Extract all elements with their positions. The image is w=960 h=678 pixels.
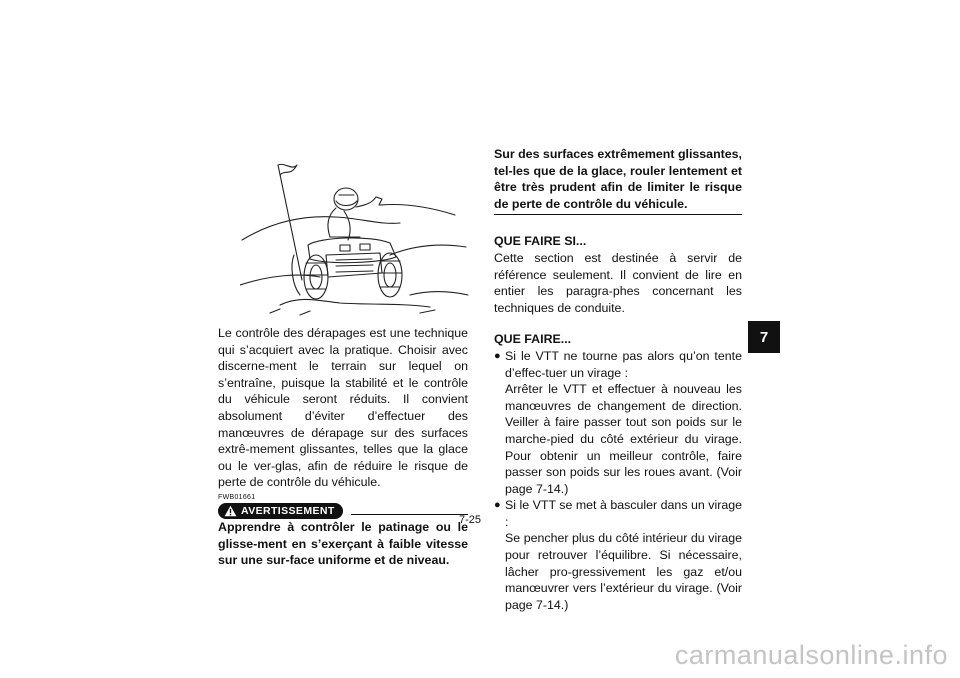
left-column <box>218 325 468 569</box>
list-item-title: Si le VTT ne tourne pas alors qu’on tente d’effec-tuer un virage : <box>505 348 742 380</box>
watermark: carmanualsonline.info <box>674 640 948 670</box>
bullet-icon: ● <box>494 499 501 512</box>
warning-code: FWB01661 <box>218 493 256 501</box>
section-heading-que-faire-si: QUE FAIRE SI... <box>494 234 587 249</box>
slippery-warning-text: Sur des surfaces extrêmement glissantes, tel-les que de la glace, rouler lentement et être très prudent afin de limiter le risque de perte de contrôle du véhicule. <box>494 147 742 211</box>
section-heading-que-faire: QUE FAIRE... <box>494 332 572 347</box>
skid-paragraph: Le contrôle des dérapages est une technique qui s’acquiert avec la pratique. Choisir avec discerne-ment le terrain sur lequel on s’entraîne, puisque la stabilité et le contrôle du véhicule seront réduits. Il convient absolument d’éviter d’effectuer des manœuvres de dérapage sur des surfaces extrê-mement glissantes, telles que la glace ou le ver-glas, afin de réduire le risque de perte de contrôle du véhicule. <box>218 326 468 490</box>
warning-text: Apprendre à contrôler le patinage ou le glisse-ment en s’exerçant à faible vitesse sur une sur-face uniforme et de niveau. <box>218 519 468 568</box>
warning-rule <box>351 506 468 515</box>
bullet-icon: ● <box>494 349 501 362</box>
chapter-tab: 7 <box>748 321 780 353</box>
right-column <box>494 146 742 613</box>
troubleshoot-list <box>494 348 742 614</box>
atv-illustration <box>240 145 470 320</box>
list-item-body: Arrêter le VTT et effectuer à nouveau les manœuvres de changement de direction. Veiller à faire passer tout son poids sur le marche-pied du côté extérieur du virage. Pour obtenir un meilleur contrôle, faire passer son poids sur les roues avant. (Voir page 7-14.) <box>505 382 742 496</box>
list-item-body: Se pencher plus du côté intérieur du virage pour retrouver l’équilibre. Si nécessaire, lâcher pro-gressivement les gaz et/ou manœuvrer vers l’extérieur du virage. (Voir page 7-14.) <box>505 531 742 612</box>
section-intro: Cette section est destinée à servir de référence seulement. Il convient de lire en entier les paragra-phes concernant les techniques de conduite. <box>494 250 742 315</box>
list-item-title: Si le VTT se met à basculer dans un virage : <box>505 498 742 529</box>
page-number: 7-25 <box>459 514 482 526</box>
list-item <box>494 348 742 497</box>
warning-label: AVERTISSEMENT <box>241 504 335 517</box>
warning-badge <box>218 503 343 519</box>
warning-header <box>218 503 468 519</box>
list-item <box>494 497 742 613</box>
warning-triangle-icon <box>224 505 237 517</box>
